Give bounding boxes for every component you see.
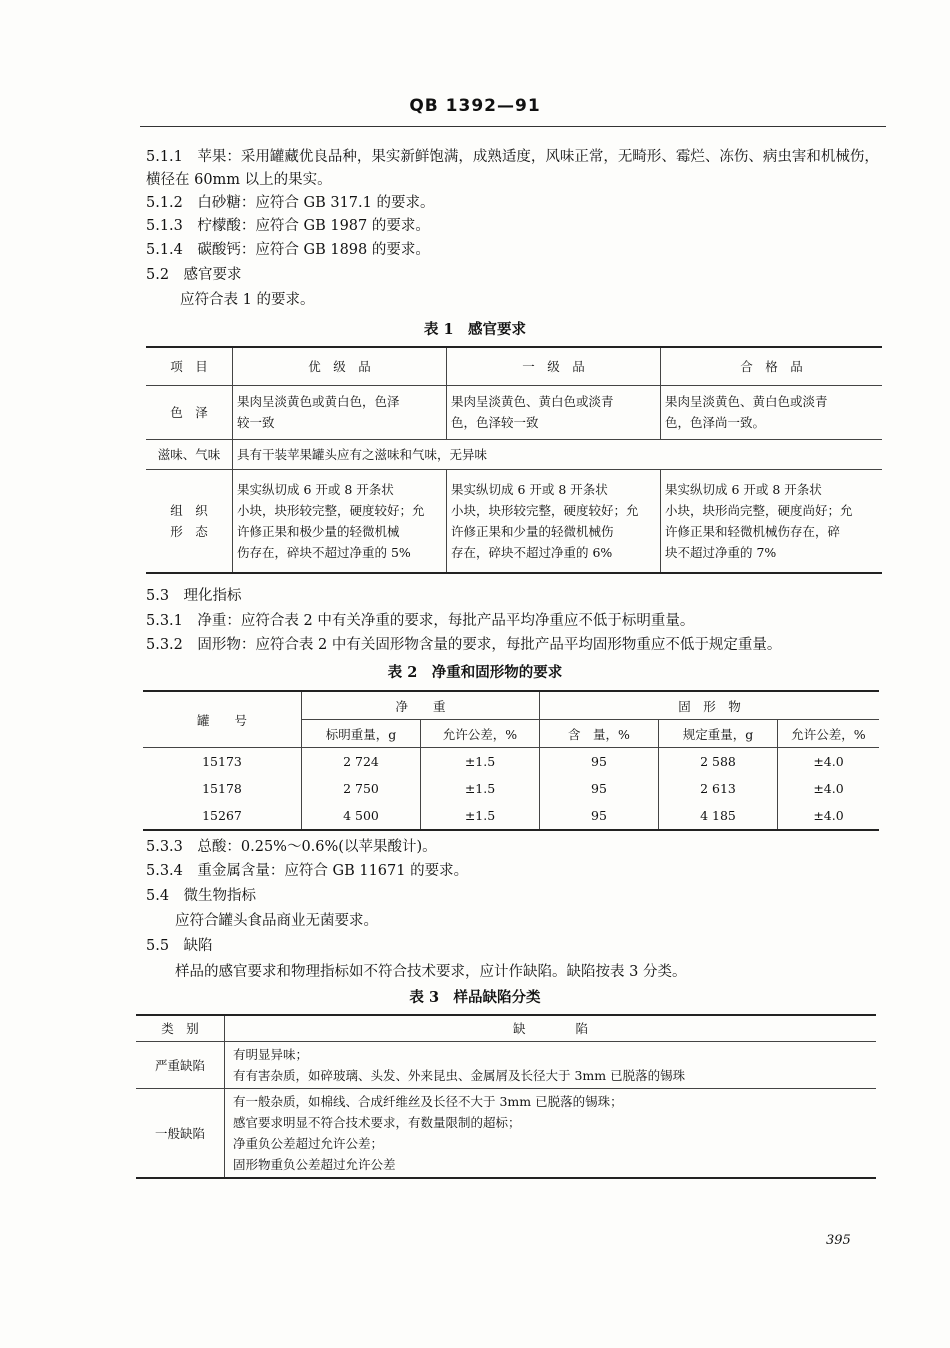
clause-5-4: 5.4 微生物指标 bbox=[146, 888, 257, 904]
t3-serious-label: 严重缺陷 bbox=[136, 1041, 225, 1088]
t1-color-first: 果肉呈淡黄色、黄白色或淡青 色，色泽较一致 bbox=[447, 385, 661, 439]
t3-general-items: 有一般杂质，如棉线、合成纤维丝及长径不大于 3mm 已脱落的锡珠； 感官要求明显不符合技术要求，有数量限制的超标； 净重负公差超过允许公差； 固形物重负公差超过允许公差 bbox=[225, 1088, 877, 1178]
table3-caption: 表 3 样品缺陷分类 bbox=[409, 989, 541, 1006]
clause-5-3-4: 5.3.4 重金属含量：应符合 GB 11671 的要求。 bbox=[146, 863, 469, 879]
t2-sub-solid-tolerance: 允许公差，% bbox=[778, 720, 880, 748]
table2-caption: 表 2 净重和固形物的要求 bbox=[387, 664, 563, 681]
clause-5-4-body: 应符合罐头食品商业无菌要求。 bbox=[175, 913, 378, 929]
t1-texture-first: 果实纵切成 6 开或 8 开条状 小块，块形较完整，硬度较好；允 许修正果和少量的轻微机械伤 存在，碎块不超过净重的 6% bbox=[447, 469, 661, 573]
t1-texture-label: 组 织 形 态 bbox=[170, 502, 208, 539]
clause-5-5-body: 样品的感官要求和物理指标如不符合技术要求，应计作缺陷。缺陷按表 3 分类。 bbox=[175, 964, 687, 980]
clause-5-1-2: 5.1.2 白砂糖：应符合 GB 317.1 的要求。 bbox=[146, 195, 435, 211]
t3-general-label: 一般缺陷 bbox=[154, 1125, 205, 1141]
header-rule bbox=[140, 126, 886, 127]
t2-header-net: 净 重 bbox=[302, 691, 540, 720]
t2-sub-label-weight: 标明重量，g bbox=[302, 720, 421, 748]
standard-header: QB 1392—91 bbox=[409, 96, 541, 116]
t1-color-qualified: 果肉呈淡黄色、黄白色或淡青 色，色泽尚一致。 bbox=[661, 385, 883, 439]
page-number: 395 bbox=[826, 1233, 851, 1248]
table1-sensory bbox=[146, 346, 882, 574]
clause-5-1-3: 5.1.3 柠檬酸：应符合 GB 1987 的要求。 bbox=[146, 218, 430, 234]
t1-header-first: 一 级 品 bbox=[447, 347, 661, 385]
clause-5-2: 5.2 感官要求 bbox=[146, 267, 242, 283]
t1-texture-qualified: 果实纵切成 6 开或 8 开条状 小块，块形尚完整，硬度尚好；允 许修正果和轻微机械伤存在，碎 块不超过净重的 7% bbox=[661, 469, 883, 573]
t2-sub-specified-weight: 规定重量，g bbox=[659, 720, 778, 748]
t1-color-label: 色 泽 bbox=[146, 385, 233, 439]
t1-taste-value: 具有干装苹果罐头应有之滋味和气味，无异味 bbox=[233, 439, 883, 469]
clause-5-3-3: 5.3.3 总酸：0.25%～0.6%(以苹果酸计)。 bbox=[146, 839, 437, 855]
table-row: 15267 4 500 ±1.5 95 4 185 ±4.0 bbox=[143, 802, 879, 830]
clause-5-1-1: 5.1.1 苹果：采用罐藏优良品种，果实新鲜饱满，成熟适度，风味正常，无畸形、霉烂、冻伤、病虫害和机械伤，横径在 60mm 以上的果实。 bbox=[146, 149, 879, 188]
table-row: 15178 2 750 ±1.5 95 2 613 ±4.0 bbox=[143, 775, 879, 802]
t3-header-category: 类 别 bbox=[136, 1015, 225, 1041]
clause-5-5: 5.5 缺陷 bbox=[146, 938, 213, 954]
table-row: 15173 2 724 ±1.5 95 2 588 ±4.0 bbox=[143, 748, 879, 776]
t1-taste-label: 滋味、气味 bbox=[146, 439, 233, 469]
clause-5-3-2: 5.3.2 固形物：应符合表 2 中有关固形物含量的要求，每批产品平均固形物重应不低于规定重量。 bbox=[146, 637, 782, 653]
table1-caption: 表 1 感官要求 bbox=[423, 321, 527, 338]
t1-texture-superior: 果实纵切成 6 开或 8 开条状 小块，块形较完整，硬度较好；允 许修正果和极少量的轻微机械 伤存在，碎块不超过净重的 5% bbox=[233, 469, 447, 573]
t3-header-defect: 缺 陷 bbox=[225, 1015, 877, 1041]
t1-header-superior: 优 级 品 bbox=[233, 347, 447, 385]
t2-header-solid: 固 形 物 bbox=[540, 691, 880, 720]
clause-5-3: 5.3 理化指标 bbox=[146, 588, 242, 604]
t2-header-can: 罐 号 bbox=[143, 691, 302, 748]
t2-sub-content: 含 量，% bbox=[540, 720, 659, 748]
table2-net-weight bbox=[143, 690, 879, 831]
t2-sub-net-tolerance: 允许公差，% bbox=[421, 720, 540, 748]
t1-color-superior: 果肉呈淡黄色或黄白色，色泽 较一致 bbox=[233, 385, 447, 439]
t3-serious-items: 有明显异味； 有有害杂质，如碎玻璃、头发、外来昆虫、金属屑及长径大于 3mm 已脱落的锡珠 bbox=[225, 1041, 877, 1088]
table3-defects bbox=[136, 1014, 876, 1179]
clause-5-1-4: 5.1.4 碳酸钙：应符合 GB 1898 的要求。 bbox=[146, 242, 430, 258]
t1-header-item: 项 目 bbox=[146, 347, 233, 385]
clause-5-3-1: 5.3.1 净重：应符合表 2 中有关净重的要求，每批产品平均净重应不低于标明重量。 bbox=[146, 613, 695, 629]
t1-header-qualified: 合 格 品 bbox=[661, 347, 883, 385]
clause-5-2-body: 应符合表 1 的要求。 bbox=[180, 292, 315, 308]
